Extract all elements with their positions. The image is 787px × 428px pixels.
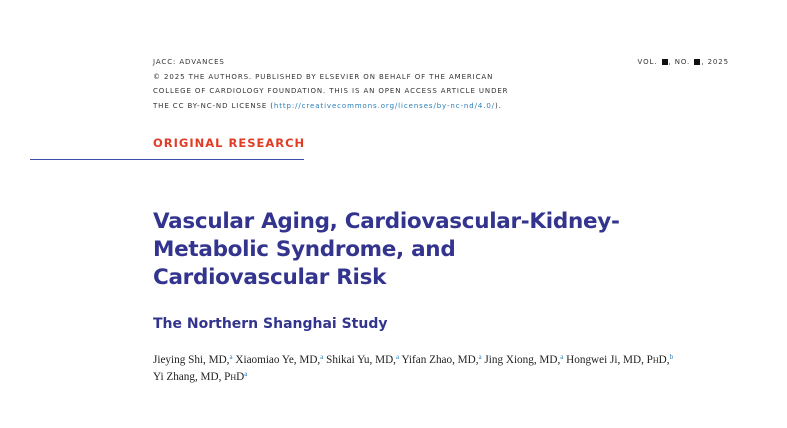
affiliation-marker[interactable]: a xyxy=(395,353,400,361)
affiliation-marker[interactable]: a xyxy=(244,370,248,378)
article-subtitle: The Northern Shanghai Study xyxy=(153,316,388,332)
author[interactable]: Yifan Zhao, MD,$^a$ xyxy=(401,353,482,366)
author[interactable]: Yi Zhang, MD, PhD$^a$ xyxy=(153,370,248,383)
affiliation-marker[interactable]: a xyxy=(229,353,233,361)
author[interactable]: Jieying Shi, MD,$^a$ xyxy=(153,353,233,366)
license-link[interactable]: http://creativecommons.org/licenses/by-nc-nd/4.0/ xyxy=(273,101,495,110)
section-divider xyxy=(30,159,304,160)
article-type: ORIGINAL RESEARCH xyxy=(153,136,306,150)
publication-year: , 2025 xyxy=(701,58,729,66)
author[interactable]: Hongwei Ji, MD, PhD,$^b$ xyxy=(566,353,674,366)
affiliation-marker[interactable]: a xyxy=(478,353,482,361)
author[interactable]: Jing Xiong, MD,$^a$ xyxy=(484,353,564,366)
license-prefix: THE CC BY-NC-ND LICENSE ( xyxy=(153,101,274,110)
author-list xyxy=(153,352,733,386)
volume-label: VOL. xyxy=(637,58,658,66)
journal-header xyxy=(153,55,508,113)
degree: PhD xyxy=(224,371,245,383)
author[interactable]: Shikai Yu, MD,$^a$ xyxy=(326,353,400,366)
title-line: Metabolic Syndrome, and xyxy=(153,237,456,262)
issue-placeholder-box xyxy=(694,59,700,65)
copyright-line-2: COLLEGE OF CARDIOLOGY FOUNDATION. THIS IS AN OPEN ACCESS ARTICLE UNDER xyxy=(153,87,509,95)
volume-info xyxy=(638,55,730,70)
affiliation-marker[interactable]: a xyxy=(320,353,324,361)
volume-placeholder-box xyxy=(662,59,668,65)
affiliation-marker[interactable]: b xyxy=(669,353,674,361)
title-line: Cardiovascular Risk xyxy=(153,265,387,290)
author[interactable]: Xiaomiao Ye, MD,$^a$ xyxy=(235,353,324,366)
journal-name: JACC: ADVANCES xyxy=(153,58,225,66)
article-title xyxy=(153,208,713,292)
issue-label: , NO. xyxy=(668,58,691,66)
copyright-line-1: © 2025 THE AUTHORS. PUBLISHED BY ELSEVIER ON BEHALF OF THE AMERICAN xyxy=(153,72,494,81)
title-line: Vascular Aging, Cardiovascular-Kidney- xyxy=(153,209,620,234)
license-suffix: ). xyxy=(494,101,502,110)
degree: PhD xyxy=(646,354,667,366)
license-line xyxy=(153,99,508,114)
affiliation-marker[interactable]: a xyxy=(560,353,564,361)
